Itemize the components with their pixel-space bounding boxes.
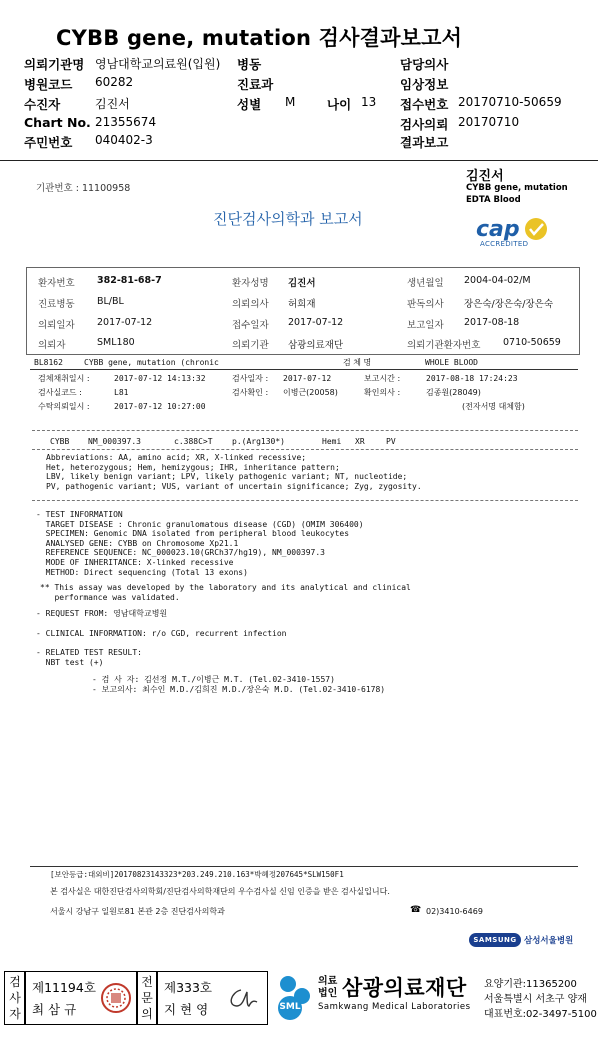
staff-line: - 보고의사: 최수인 M.D./김희진 M.D./장은숙 M.D. (Tel.02-3410-6178) [92, 684, 386, 694]
field-label: 검체채취일시 : [38, 374, 90, 383]
variant-rule-top [32, 430, 578, 431]
variant-nucleotide: c.388C>T [174, 437, 213, 446]
org-phone: 대표번호:02-3497-5100 [484, 1009, 597, 1020]
info-value: 장은숙/장은숙/장은숙 [464, 299, 553, 310]
security-line: [보안등급:대외비]20170823143323*203.249.210.163*박혜정207645*SLW150F1 [50, 870, 344, 879]
value-requester: 영남대학교의료원(입원) [95, 57, 221, 71]
cap-text: cap [476, 217, 520, 242]
sml-logo-icon [270, 974, 314, 1022]
related-line: NBT test (+) [36, 657, 104, 667]
stamp-specimen: EDTA Blood [466, 195, 521, 205]
label-hospital-code: 병원코드 [24, 77, 73, 92]
info-value: SML180 [97, 337, 135, 348]
org-prefix: 의료법인 [318, 976, 338, 999]
field-value: 2017-08-18 17:24:23 [426, 374, 518, 383]
field-label: 검사확인 : [232, 388, 269, 397]
info-label: 환자성명 [232, 278, 269, 289]
label-department: 진료과 [237, 77, 274, 92]
inspector-box [24, 971, 138, 1025]
related-test-result [36, 648, 142, 667]
field-value: 2017-07-12 10:27:00 [114, 402, 206, 411]
info-value: 2017-07-12 [288, 317, 344, 328]
value-age: 13 [361, 95, 377, 109]
variant-inheritance: XR [355, 437, 365, 446]
samsung-logo [469, 933, 521, 947]
info-label: 의뢰의사 [232, 299, 269, 310]
info-value: 382-81-68-7 [97, 275, 162, 286]
label-request-date: 검사의뢰 [400, 117, 449, 132]
info-label: 의뢰일자 [38, 320, 75, 331]
value-patient: 김진서 [95, 97, 130, 111]
clinical-information: - CLINICAL INFORMATION: r/o CGD, recurrent infection [36, 629, 287, 638]
variant-transcript: NM_000397.3 [88, 437, 141, 446]
care-institution-code: 요양기관:11365200 [484, 979, 577, 990]
specialist-label: 전문의 [141, 975, 153, 1021]
inspector-license: 제11194호 [32, 980, 96, 995]
info-value: 0710-50659 [503, 337, 561, 348]
test-info-line: ANALYSED GENE: CYBB on Chromosome Xp21.1 [36, 538, 239, 548]
test-name: CYBB gene, mutation (chronic [84, 358, 219, 367]
test-info-line: - TEST INFORMATION [36, 510, 123, 519]
header-divider [0, 160, 598, 161]
specialist-label-box [136, 971, 158, 1025]
test-info-line: MODE OF INHERITANCE: X-linked recessive [36, 557, 234, 567]
value-request-date: 20170710 [458, 115, 520, 129]
info-label: 의뢰기관환자번호 [407, 340, 481, 351]
certification-text: 본 검사실은 대한진단검사의학회/진단검사의학재단의 우수검사실 신임 인증을 받은 검사실입니다. [50, 887, 390, 896]
field-label: 확인의사 : [364, 388, 401, 397]
field-label: 수탁의뢰일시 : [38, 402, 90, 411]
assay-note-line: performance was validated. [40, 592, 180, 602]
staff-block [92, 675, 385, 694]
field-label: 보고시간 : [364, 374, 401, 383]
inspector-label: 검사자 [9, 975, 21, 1021]
info-label: 판독의사 [407, 299, 444, 310]
value-resident-no: 040402-3 [95, 133, 153, 147]
field-label: 검사실코드 : [38, 388, 82, 397]
label-ward: 병동 [237, 57, 262, 72]
value-receipt-no: 20170710-50659 [458, 95, 562, 109]
label-patient: 수진자 [24, 97, 61, 112]
label-resident-no: 주민번호 [24, 135, 73, 150]
sml-badge: SML [279, 1002, 301, 1012]
test-info-line: METHOD: Direct sequencing (Total 13 exons) [36, 567, 248, 577]
test-info-line: TARGET DISEASE : Chronic granulomatous disease (CGD) (OMIM 306400) [36, 519, 364, 529]
label-doctor: 담당의사 [400, 57, 449, 72]
specimen-value: WHOLE BLOOD [425, 358, 478, 367]
field-value: 이병근(20058) [283, 388, 338, 397]
org-english-name: Samkwang Medical Laboratories [318, 1002, 471, 1012]
org-name: 삼광의료재단 [342, 976, 467, 1000]
abbrev-line: LBV, likely benign variant; LPV, likely pathogenic variant; NT, nucleotide; [46, 472, 408, 482]
stamp-name: 김진서 [466, 169, 504, 184]
abbrev-line: Het, heterozygous; Hem, hemizygous; IHR, inheritance pattern; [46, 462, 340, 472]
specimen-label: 검 체 명 [343, 358, 372, 367]
field-value: 2017-07-12 14:13:32 [114, 374, 206, 383]
info-label: 접수일자 [232, 320, 269, 331]
variant-protein: p.(Arg130*) [232, 437, 285, 446]
info-value: 허희재 [288, 299, 316, 310]
label-requester: 의뢰기관명 [24, 57, 85, 72]
signature-icon [223, 984, 261, 1014]
abbrev-line: PV, pathogenic variant; VUS, variant of uncertain significance; Zyg, zygosity. [46, 481, 422, 491]
stamp-test: CYBB gene, mutation [466, 183, 568, 193]
value-hospital-code: 60282 [95, 75, 134, 89]
info-label: 의뢰자 [38, 340, 66, 351]
label-sex: 성별 [237, 97, 262, 112]
org-address: 서울특별시 서초구 양재 [484, 994, 587, 1005]
info-value: 삼광의료재단 [288, 340, 344, 351]
test-code: BL8162 [34, 358, 63, 367]
label-receipt-no: 접수번호 [400, 97, 449, 112]
field-value: 김종원(28049) [426, 388, 481, 397]
value-sex: M [285, 95, 296, 109]
info-label: 진료병동 [38, 299, 75, 310]
request-from: - REQUEST FROM: 영남대학교병원 [36, 609, 168, 618]
cap-accredited-logo [474, 215, 554, 251]
test-block-rule [30, 369, 578, 370]
info-label: 환자번호 [38, 278, 75, 289]
org-number: 기관번호 : 11100958 [36, 183, 131, 194]
info-value: BL/BL [97, 296, 124, 307]
inspector-label-box [4, 971, 26, 1025]
samsung-hospital: 삼성서울병원 [524, 936, 574, 946]
specialist-license: 제333호 [164, 980, 213, 995]
abbreviations-block [46, 453, 422, 491]
related-line: - RELATED TEST RESULT: [36, 648, 142, 657]
info-value: 2004-04-02/M [464, 275, 531, 286]
info-value: 2017-08-18 [464, 317, 520, 328]
inspector-seal-icon [99, 980, 133, 1016]
e-signature-note: (전자서명 대체함) [462, 402, 525, 411]
info-label: 보고일자 [407, 320, 444, 331]
specialist-box [156, 971, 268, 1025]
variant-classification: PV [386, 437, 396, 446]
label-clinical-info: 임상정보 [400, 77, 449, 92]
variant-rule-bottom [32, 500, 578, 501]
report-title: CYBB gene, mutation 검사결과보고서 [56, 26, 463, 50]
cap-accredited-text: ACCREDITED [480, 240, 529, 248]
variant-rule-mid [32, 449, 578, 450]
assay-note-line: ** This assay was developed by the laboratory and its analytical and clinical [40, 583, 411, 592]
info-label: 의뢰기관 [232, 340, 269, 351]
field-label: 검사일자 : [232, 374, 269, 383]
field-value: 2017-07-12 [283, 374, 332, 383]
test-info-line: REFERENCE SEQUENCE: NC_000023.10(GRCh37/hg19), NM_000397.3 [36, 548, 325, 558]
info-label: 생년월일 [407, 278, 444, 289]
samsung-brand: SAMSUNG [473, 936, 517, 944]
variant-zygosity: Hemi [322, 437, 342, 446]
value-chart-no: 21355674 [95, 115, 157, 129]
variant-gene: CYBB [50, 437, 70, 446]
report-heading: 진단검사의학과 보고서 [213, 210, 363, 228]
specialist-name: 지 현 영 [164, 1002, 209, 1017]
label-result-report: 결과보고 [400, 135, 449, 150]
label-age: 나이 [327, 97, 352, 112]
test-information-block [36, 510, 364, 577]
staff-line: - 검 사 자: 김선정 M.T./이병근 M.T. (Tel.02-3410-1557) [92, 675, 335, 684]
phone-icon: ☎ [410, 905, 422, 915]
info-value: 2017-07-12 [97, 317, 153, 328]
lab-address: 서울시 강남구 일원로81 본관 2층 진단검사의학과 [50, 907, 225, 916]
label-chart-no: Chart No. [24, 115, 91, 130]
lab-phone: 02)3410-6469 [426, 907, 483, 916]
report-footer-rule [30, 866, 578, 867]
assay-note [40, 583, 411, 602]
info-value: 김진서 [288, 278, 316, 289]
field-value: L81 [114, 388, 129, 397]
test-info-line: SPECIMEN: Genomic DNA isolated from peripheral blood leukocytes [36, 529, 350, 539]
abbrev-line: Abbreviations: AA, amino acid; XR, X-linked recessive; [46, 453, 307, 462]
inspector-name: 최 삼 규 [32, 1002, 77, 1017]
